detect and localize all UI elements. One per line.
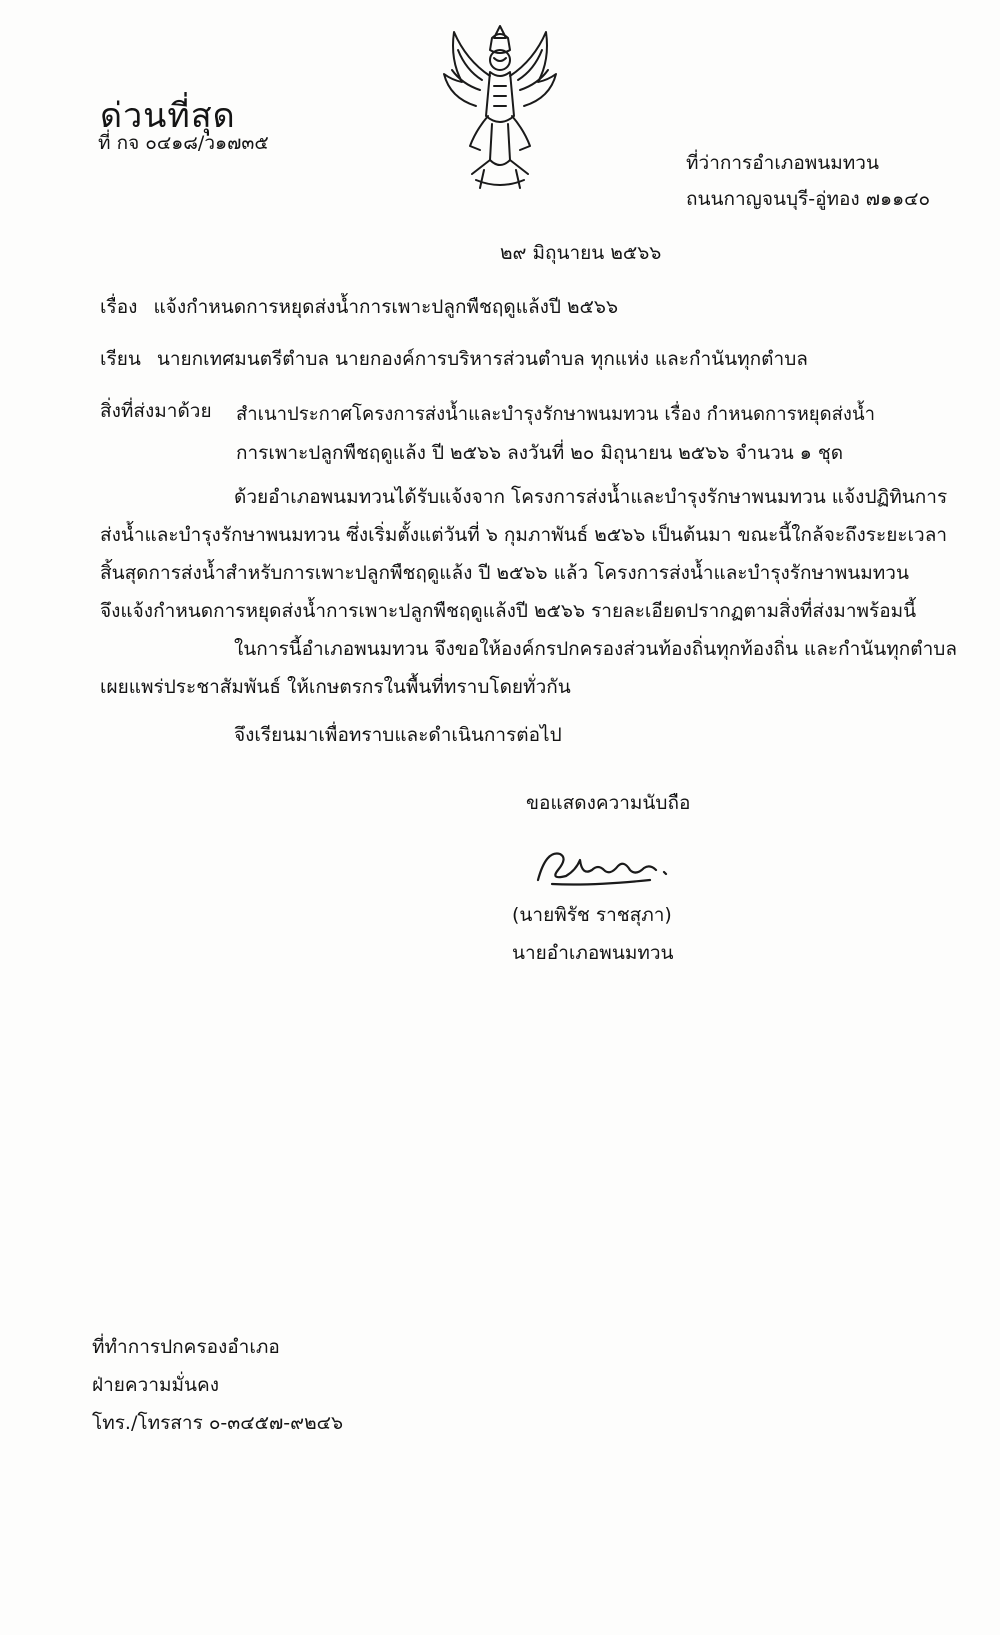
recipient-label: เรียน [100, 348, 141, 370]
office-name: ที่ว่าการอำเภอพนมทวน [686, 152, 879, 174]
document-number: ที่ กจ ๐๔๑๘/ว๑๗๓๕ [98, 132, 269, 154]
signatory-title: นายอำเภอพนมทวน [512, 942, 674, 964]
enclosure-line-2: การเพาะปลูกพืชฤดูแล้ง ปี ๒๕๖๖ ลงวันที่ ๒๐ มิถุนายน ๒๕๖๖ จำนวน ๑ ชุด [236, 442, 844, 464]
footer-department: ที่ทำการปกครองอำเภอ [92, 1336, 280, 1358]
enclosure-label: สิ่งที่ส่งมาด้วย [100, 400, 212, 422]
recipient-row [100, 344, 808, 374]
signatory-name: (นายพิรัช ราชสุภา) [512, 904, 672, 926]
body-paragraph-1 [100, 478, 948, 630]
paragraph-line: เผยแพร่ประชาสัมพันธ์ ให้เกษตรกรในพื้นที่ทราบโดยทั่วกัน [100, 676, 571, 698]
office-address: ถนนกาญจนบุรี-อู่ทอง ๗๑๑๔๐ [686, 188, 931, 210]
closing-salutation: ขอแสดงความนับถือ [526, 792, 691, 814]
paragraph-line: จึงแจ้งกำหนดการหยุดส่งน้ำการเพาะปลูกพืชฤดูแล้งปี ๒๕๖๖ รายละเอียดปรากฏตามสิ่งที่ส่งมาพร้อมนี้ [100, 600, 917, 622]
garuda-emblem-icon [436, 20, 564, 195]
paragraph-line: ด้วยอำเภอพนมทวนได้รับแจ้งจาก โครงการส่งน้ำและบำรุงรักษาพนมทวน แจ้งปฏิทินการ [234, 486, 948, 508]
urgency-stamp: ด่วนที่สุด [100, 96, 236, 136]
body-paragraph-2 [100, 630, 958, 706]
paragraph-line: ส่งน้ำและบำรุงรักษาพนมทวน ซึ่งเริ่มตั้งแต่วันที่ ๖ กุมภาพันธ์ ๒๕๖๖ เป็นต้นมา ขณะนี้ใกล้จะถึงระยะเวลา [100, 524, 948, 546]
footer-phone: โทร./โทรสาร ๐-๓๔๕๗-๙๒๔๖ [92, 1412, 344, 1434]
subject-text: แจ้งกำหนดการหยุดส่งน้ำการเพาะปลูกพืชฤดูแล้งปี ๒๕๖๖ [153, 296, 619, 318]
subject-row [100, 292, 618, 322]
paragraph-line: จึงเรียนมาเพื่อทราบและดำเนินการต่อไป [234, 724, 562, 746]
handwritten-signature [532, 840, 692, 890]
enclosure-line-1: สำเนาประกาศโครงการส่งน้ำและบำรุงรักษาพนมทวน เรื่อง กำหนดการหยุดส่งน้ำ [236, 404, 875, 425]
paragraph-line: สิ้นสุดการส่งน้ำสำหรับการเพาะปลูกพืชฤดูแล้ง ปี ๒๕๖๖ แล้ว โครงการส่งน้ำและบำรุงรักษาพนมทวน [100, 562, 909, 584]
paragraph-line: ในการนี้อำเภอพนมทวน จึงขอให้องค์กรปกครองส่วนท้องถิ่นทุกท้องถิ่น และกำนันทุกตำบล [234, 638, 958, 660]
footer-section: ฝ่ายความมั่นคง [92, 1374, 220, 1396]
subject-label: เรื่อง [100, 296, 138, 318]
body-paragraph-3 [100, 716, 932, 754]
recipient-text: นายกเทศมนตรีตำบล นายกองค์การบริหารส่วนตำบล ทุกแห่ง และกำนันทุกตำบล [156, 348, 808, 370]
letter-date: ๒๙ มิถุนายน ๒๕๖๖ [500, 242, 662, 264]
